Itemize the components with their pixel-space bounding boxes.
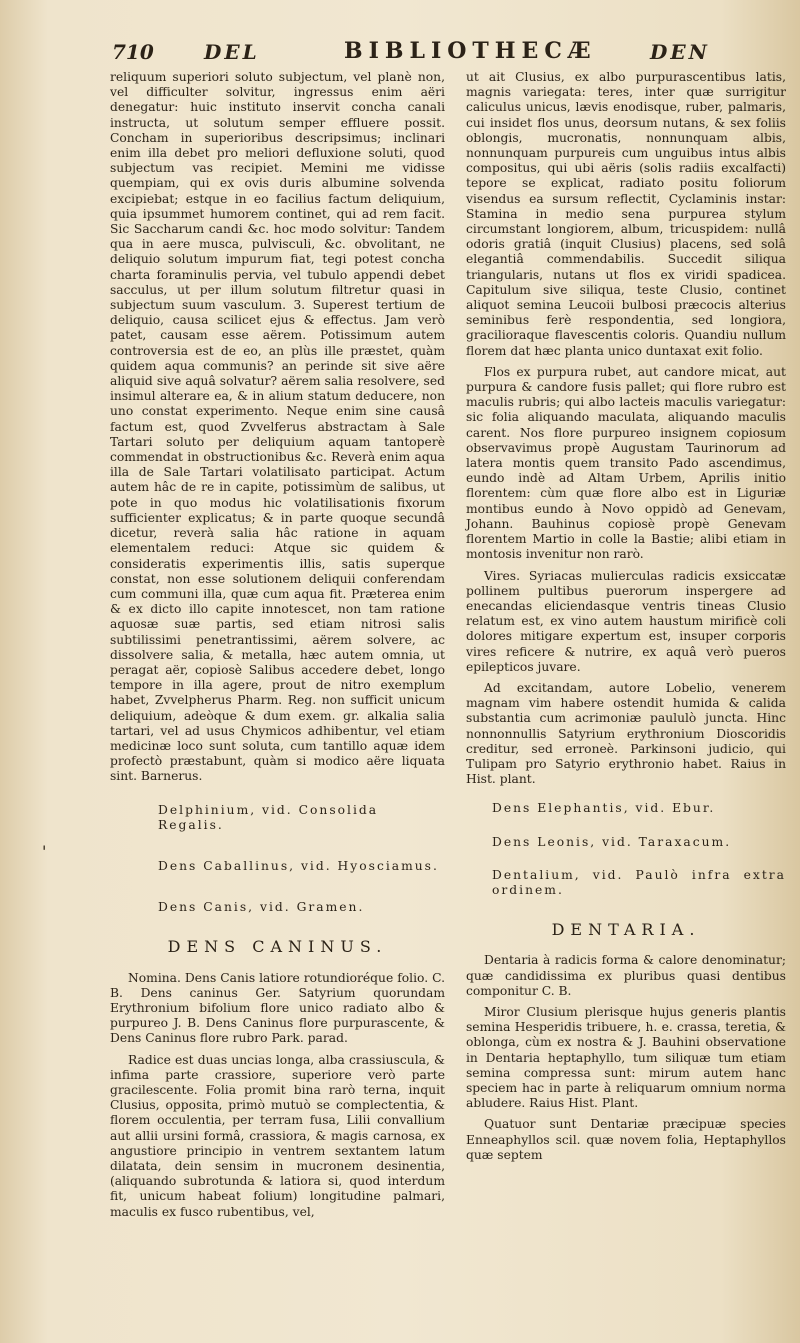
cross-reference: Dens Caballinus, vid. Hyosciamus. — [158, 858, 439, 873]
header-left-word: DEL — [204, 40, 260, 64]
dentaria-paragraph: Dentaria à radicis forma & calore denominatur; quæ candidissima ex pluribus quasi dentibus componitur C. B. — [466, 953, 786, 998]
flos-paragraph: Flos ex purpura rubet, aut candore micat, aut purpura & candore fusis pallet; qui flore rubro est maculis rubris; qui albo lacteis maculis variegatur: sic folia aliquando maculata, aliquando maculis carent. Nos flore purpureo insignem copiosum observavimus propè Augustam Taurinorum ad latera montis quem transito Pado ascendimus, eundo indè ad Altam Urbem, Aprilis initio florentem: cùm quæ flore albo est in Liguriæ montibus eundo à Novo oppidò ad Genevam, Johann. Bauhinus copiosè propè Genevam florentem Martio in colle la Bastie; alibi etiam in montosis invenitur non rarò. — [466, 364, 786, 562]
entry-heading: DENS CANINUS. — [167, 937, 388, 957]
nomina-paragraph: Nomina. Dens Canis latiore rotundioréque folio. C. B. Dens caninus Ger. Satyrium quorundam Erythronium bifolium flore unico radiato albo & purpureo J. B. Dens Caninus flore purpurascente, & Dens Caninus flore rubro Park. parad. — [110, 970, 445, 1046]
header-right-word: DEN — [650, 40, 710, 64]
lobelius-paragraph: Ad excitandam, autore Lobelio, venerem magnam vim habere ostendit humida & calida substantia cum acrimoniæ paululò juncta. Hinc nonnonnullis Satyrium erythronium Dioscoridis creditur, sed erroneè. Parkinsoni judicio, qui Tulipam pro Satyrio erythronio habet. Raius in Hist. plant. — [466, 680, 786, 787]
margin-mark: ' — [42, 842, 47, 861]
entry-heading: DENTARIA. — [551, 920, 701, 940]
species-paragraph: Quatuor sunt Dentariæ præcipuæ species Enneaphyllos scil. quæ novem folia, Heptaphyllos quæ septem — [466, 1117, 786, 1162]
cross-reference: Delphinium, vid. Consolida Regalis. — [158, 802, 379, 832]
cross-reference: Dens Leonis, vid. Taraxacum. — [492, 834, 732, 849]
radice-paragraph: Radice est duas uncias longa, alba crassiuscula, & infima parte crassiore, superiore verò parte gracilescente. Folia promit bina rarò terna, inquit Clusius, opposita, primò mutuò se complectentia, & florem occulentia, per terram fusa, Lilii convallium aut allii ursini formâ, crassiora, & magis carnosa, ex angustiore principio in ventrem sextantem latum dilatata, dein sensim in mucronem desinentia, (aliquando subrotunda & latiora si, quod interdum fit, unicum habeat folium) longitudine palmari, maculis ex fusco rubentibus, vel, — [110, 1052, 445, 1219]
continuation-paragraph: reliquum superiori soluto subjectum, vel planè non, vel difficulter solvitur, ingressus enim aëri denegatur: huic instituto inservit concha canali instructa, ut solutum semper effluere possit. Concham in superioribus descripsimus; inclinari enim illa debet pro meliori defluxione soluti, quod subjectum vas recipiet. Memini me vidisse quempiam, qui ex ovis duris albumine solvenda excipiebat; estque in eo facilius factum deliquium, quia ipsummet humorem continet, qui ad rem facit. Sic Saccharum candi &c. hoc modo solvitur: Tandem qua in aere musca, pulvisculi, &c. obvolitant, ne deliquio solutum impurum fiat, tegi potest concha charta foraminulis pervia, vel tubulo appendi debet sacculus, ut per illum solutum filtretur quasi in subjectum suum vasculum. 3. Superest tertium de deliquio, causa scilicet ejus & effectus. Jam verò patet, causam esse aërem. Potissimum autem controversia est de eo, an plùs ille præstet, quàm quidem aqua communis? an perinde sit sive aëre aliquid sive aquâ solvatur? aërem salia resolvere, sed insimul alterare ea, & in alium statum deducere, non uno constat experimento. Neque enim sine causâ factum est, quod Zvvelferus abstractam à Sale Tartari soluto per deliquium aquam tantoperè commendat in obstructionibus &c. Reverà enim aqua illa de Sale Tartari volatilisato participat. Actum autem hâc de re in capite, potissimùm de salibus, ut pote in quo modus hic volatilisationis fixorum sufficienter explicatus; & in parte quoque secundâ dicetur, reverà salia hâc ratione in aquam elementalem reduci: Atque sic quidem & consideratis experimentis illis, satis superque constat, non esse solutionem deliquii conferendam cum communi illa, quæ cum aqua fit. Præterea enim & ex dicto illo capite innotescet, non tam ratione aquosæ suæ partis, sed etiam nitrosi salis subtilissimi penetrantissimi, aërem solvere, ac dissolvere salia, & metalla, hæc autem omnia, ut peragat aër, copiosè Salibus accedere debet, longo tempore in illa agere, prout de nitro exemplum habet, Zvvelpherus Pharm. Reg. non sufficit unicum deliquium, adeòque & dum exem. gr. alkalia salia tartari, vel ad usus Chymicos adhibentur, vel etiam medicinæ loco sunt soluta, cum tantillo aquæ idem profectò præstabunt, quàm si modico aëre liquata sint. Barnerus. — [110, 70, 445, 784]
cross-reference: Dens Canis, vid. Gramen. — [158, 900, 365, 915]
clusius-paragraph: Miror Clusium plerisque hujus generis plantis semina Hesperidis tribuere, h. e. crassa, teretia, & oblonga, cùm ex nostra & J. Bauhini observatione in Dentaria heptaphyllo, tum siliquæ tum etiam semina compressa sunt: mirum autem hanc speciem hac in parte à reliquarum omnium norma abludere. Raius Hist. Plant. — [466, 1004, 786, 1111]
page-number: 710 — [112, 40, 154, 64]
header-title: BIBLIOTHECÆ — [344, 38, 597, 64]
vires-paragraph: Vires. Syriacas mulierculas radicis exsiccatæ pollinem pultibus puerorum inspergere ad enecandas eliciendasque ventris tineas Clusio relatum est, ex vino autem haustum mirificè coli dolores mitigare expertum est, insuper corporis vires reficere & nutrire, ex aquâ verò pueros epilepticos juvare. — [466, 568, 786, 674]
running-header — [112, 38, 742, 70]
cross-reference: Dens Elephantis, vid. Ebur. — [492, 801, 716, 816]
description-paragraph: ut ait Clusius, ex albo purpurascentibus latis, magnis variegata: teres, inter quæ surrigitur caliculus unicus, lævis enodisque, ruber, palmaris, cui insidet flos unus, deorsum nutans, & sex foliis oblongis, mucronatis, nonnunquam albis, nonnunquam purpureis cum unguibus intus albis compositus, qui ubi aëris (solis radiis excalfacti) tepore se explicat, radiato positu foliorum visendus ea sursum reflectit, Cyclaminis instar: Stamina in medio sena purpurea stylum circumstant longiorem, album, tricuspidem: nullâ odoris gratiâ (inquit Clusius) placens, sed solâ elegantiâ commendabilis. Succedit siliqua triangularis, nutans ut flos ex viridi spadicea. Capitulum sive siliqua, teste Clusio, continet aliquot semina Leucoii bulbosi præcocis alterius seminibus ferè respondentia, sed longiora, gracilioraque flavescentis coloris. Quandiu nullum florem dat hæc planta unico duntaxat exit folio. — [466, 70, 786, 358]
right-column — [466, 70, 786, 1169]
left-column — [110, 70, 445, 1226]
cross-reference: Dentalium, vid. Paulò infra extra ordinem. — [492, 867, 786, 897]
